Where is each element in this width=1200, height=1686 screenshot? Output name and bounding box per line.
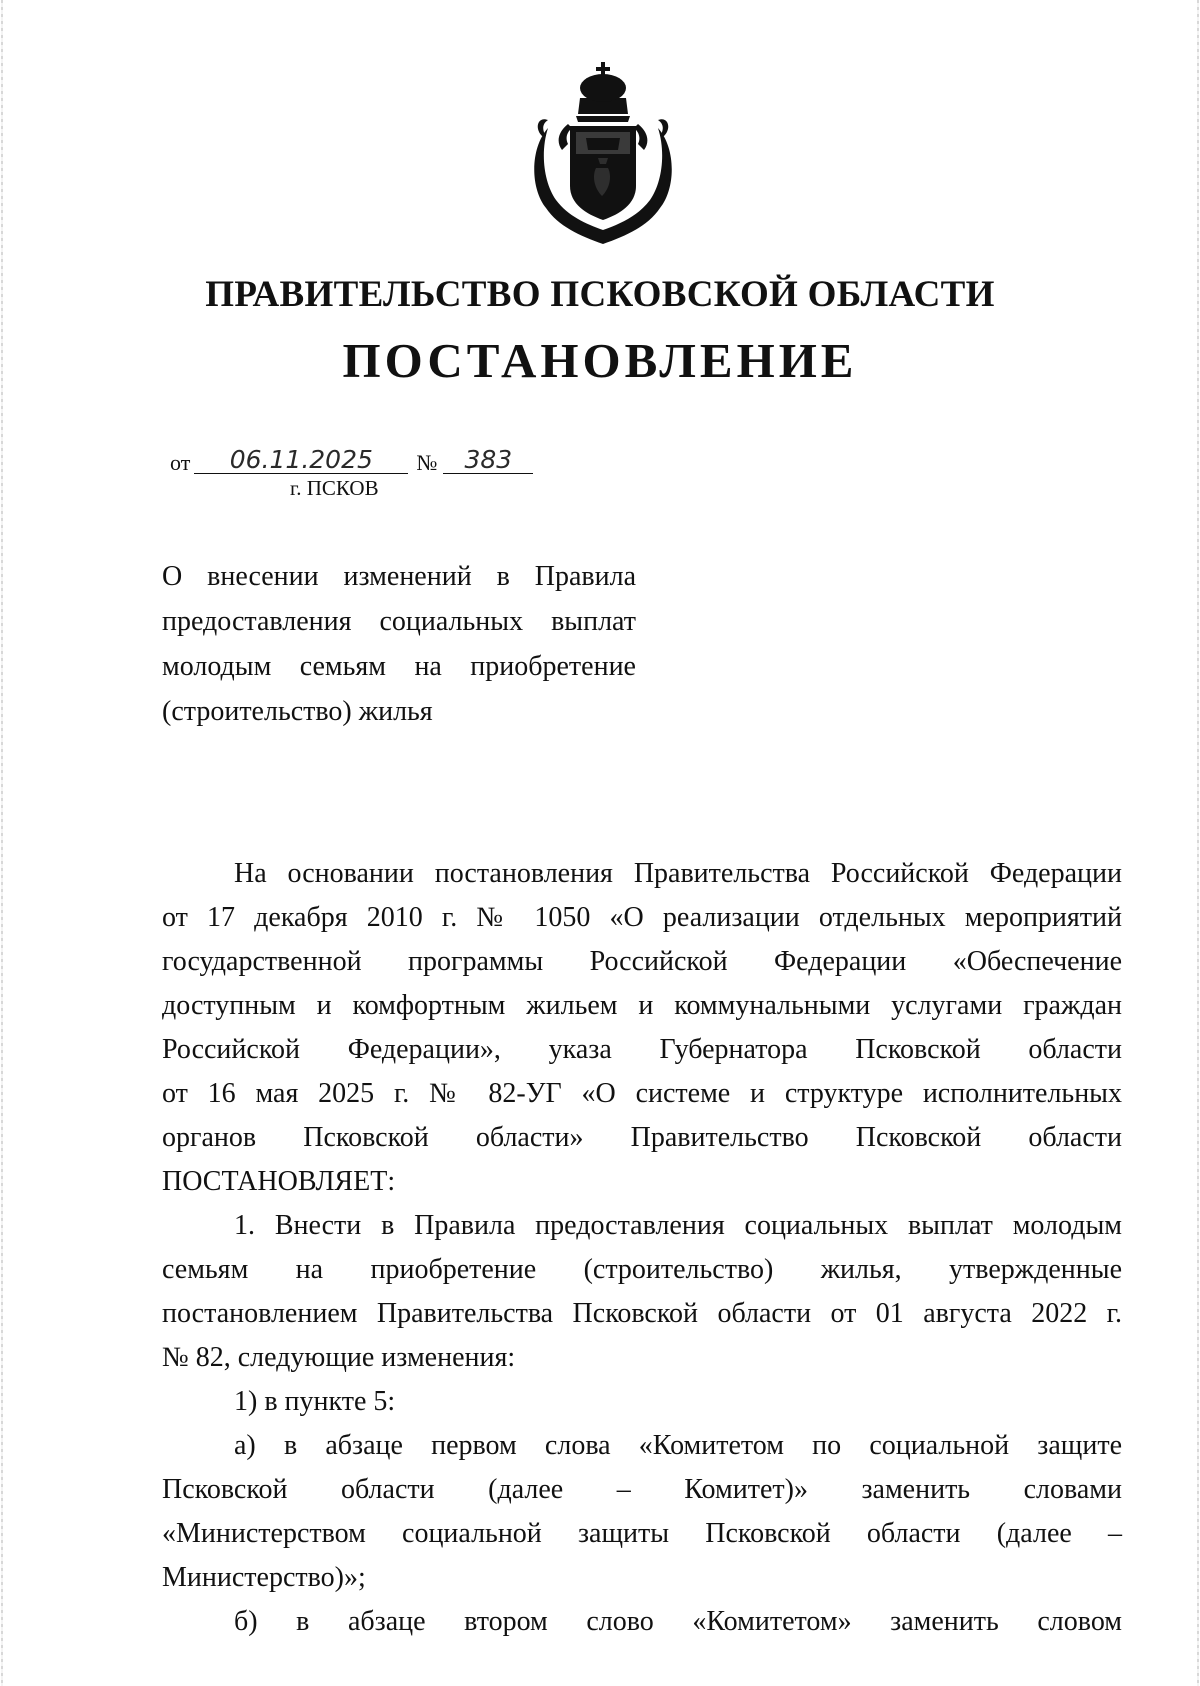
body-line: 1) в пункте 5: (234, 1386, 396, 1417)
subject-line: предоставления социальных выплат (162, 606, 636, 637)
number-label: № (416, 450, 438, 475)
city-label: г. ПСКОВ (290, 476, 379, 500)
subject-line: О внесении изменений в Правила (162, 561, 636, 592)
resolution-meta-line (170, 447, 533, 476)
body-line: «Министерством социальной защиты Псковской области (далее – (162, 1518, 1122, 1549)
document-type-heading: ПОСТАНОВЛЕНИЕ (342, 333, 858, 388)
resolution-number: 383 (443, 447, 533, 474)
body-line: от 17 декабря 2010 г. № 1050 «О реализации отдельных мероприятий (162, 902, 1122, 933)
resolution-subject (162, 554, 636, 734)
body-line: № 82, следующие изменения: (162, 1342, 516, 1373)
date-prefix-label: от (170, 450, 191, 475)
resolution-body (162, 852, 1122, 1644)
body-line: ПОСТАНОВЛЯЕТ: (162, 1166, 396, 1197)
body-line: На основании постановления Правительства Российской Федерации (234, 858, 1122, 889)
body-line: от 16 мая 2025 г. № 82-УГ «О системе и структуре исполнительных (162, 1078, 1122, 1109)
scan-edge-right (1197, 0, 1199, 1686)
body-line: Российской Федерации», указа Губернатора Псковской области (162, 1034, 1122, 1065)
body-line: Псковской области (далее – Комитет)» заменить словами (162, 1474, 1122, 1505)
body-line: а) в абзаце первом слова «Комитетом по социальной защите (234, 1430, 1122, 1461)
body-line: постановлением Правительства Псковской области от 01 августа 2022 г. (162, 1298, 1122, 1329)
body-line: Министерство)»; (162, 1562, 366, 1593)
coat-of-arms-emblem (528, 58, 678, 248)
government-heading: ПРАВИТЕЛЬСТВО ПСКОВСКОЙ ОБЛАСТИ (205, 274, 995, 315)
body-line: б) в абзаце втором слово «Комитетом» заменить словом (234, 1606, 1122, 1637)
scan-edge-left (1, 0, 3, 1686)
body-line: государственной программы Российской Федерации «Обеспечение (162, 946, 1122, 977)
body-line: 1. Внести в Правила предоставления социальных выплат молодым (234, 1210, 1122, 1241)
resolution-date: 06.11.2025 (194, 447, 408, 474)
body-line: доступным и комфортным жильем и коммунальными услугами граждан (162, 990, 1122, 1021)
body-line: органов Псковской области» Правительство Псковской области (162, 1122, 1122, 1153)
body-line: семьям на приобретение (строительство) жилья, утвержденные (162, 1254, 1122, 1285)
subject-line: молодым семьям на приобретение (162, 651, 636, 682)
subject-line: (строительство) жилья (162, 696, 433, 727)
